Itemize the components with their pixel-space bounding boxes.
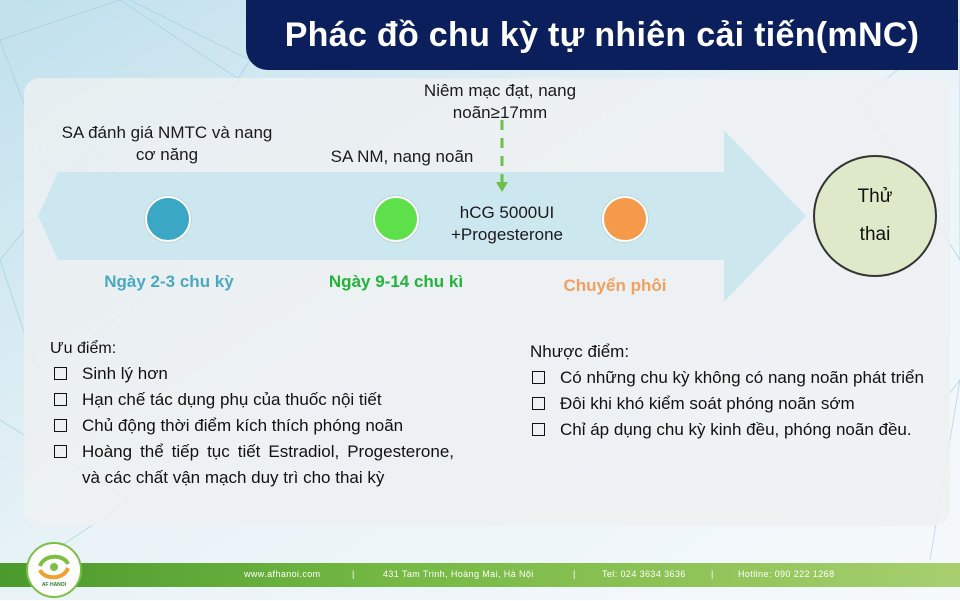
footer-separator: | [352,569,355,579]
disadvantages-list [530,365,924,443]
footer-hotline: Hotline: 090 222 1268 [738,569,835,579]
advantages-list [52,361,454,491]
list-item: Có những chu kỳ không có nang noãn phát triển [530,365,924,391]
footer [0,563,960,587]
advantages-heading: Ưu điểm: [50,340,117,357]
checkbox-icon [54,393,67,406]
timeline-node-3 [602,196,648,242]
checkbox-icon [532,397,545,410]
list-item: Hoàng thể tiếp tục tiết Estradiol, Progesterone, và các chất vận mạch duy trì cho thai kỳ [52,439,454,491]
afhanoi-logo [26,542,82,598]
goal-line-2: thai [859,224,891,245]
step1-note: SA đánh giá NMTC và nang cơ năng [61,123,273,164]
day-label-1: Ngày 2-3 chu kỳ [104,272,234,291]
list-item: Hạn chế tác dụng phụ của thuốc nội tiết [52,387,454,413]
top-note: Niêm mạc đạt, nang noãn≥17mm [423,81,577,122]
disadvantages-heading: Nhược điểm: [530,342,630,361]
step2-note: SA NM, nang noãn [330,147,474,166]
day-label-3: Chuyển phôi [563,276,667,295]
logo-icon [28,544,80,596]
goal-line-1: Thử [857,186,893,207]
timeline-node-1 [145,196,191,242]
list-item: Đôi khi khó kiểm soát phóng noãn sớm [530,391,924,417]
footer-separator: | [573,569,576,579]
checkbox-icon [54,445,67,458]
logo-text: AF HANOI [41,582,67,588]
timeline-node-2 [373,196,419,242]
checkbox-icon [532,371,545,384]
list-item: Chủ động thời điểm kích thích phóng noãn [52,413,454,439]
list-item: Sinh lý hơn [52,361,454,387]
list-item: Chỉ áp dụng chu kỳ kinh đều, phóng noãn đều. [530,417,924,443]
footer-address: 431 Tam Trinh, Hoàng Mai, Hà Nội [383,569,534,579]
checkbox-icon [54,367,67,380]
footer-phone: Tel: 024 3634 3636 [602,569,686,579]
day-label-2: Ngày 9-14 chu kì [328,272,464,291]
page-title: Phác đồ chu kỳ tự nhiên cải tiến(mNC) [284,15,920,54]
checkbox-icon [532,423,545,436]
footer-website[interactable]: www.afhanoi.com [244,569,321,579]
trigger-note: hCG 5000UI +Progesterone [451,203,563,244]
checkbox-icon [54,419,67,432]
footer-separator: | [711,569,714,579]
pregnancy-test-circle [813,155,937,277]
